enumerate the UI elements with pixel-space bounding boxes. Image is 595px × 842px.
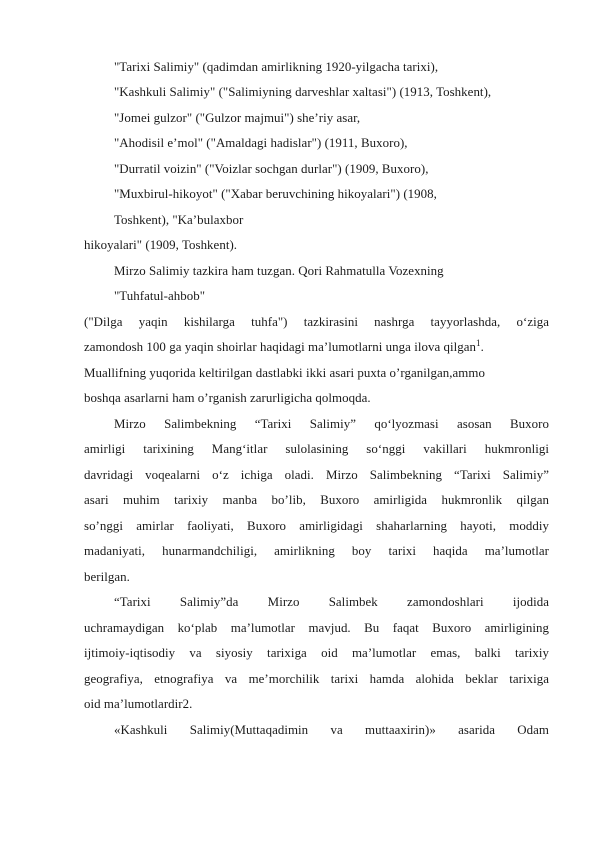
paragraph-line: Mirzo Salimbekning “Tarixi Salimiy” qo‘lyozmasi asosan Buxoro (114, 417, 549, 431)
text-line: "Tuhfatul-ahbob" (114, 289, 206, 303)
text-line: "Ahodisil e’mol" ("Amaldagi hadislar") (1911, Buxoro), (114, 136, 408, 150)
paragraph-line: ("Dilga yaqin kishilarga tuhfa") tazkirasini nashrga tayyorlashda, o‘ziga (84, 315, 549, 329)
paragraph-line: so’nggi amirlar faoliyati, Buxoro amirligidagi shaharlarning hayoti, moddiy (84, 519, 549, 533)
text-line: "Jomei gulzor" ("Gulzor majmui") she’riy asar, (114, 111, 361, 125)
text-line: "Muxbirul-hikoyot" ("Xabar beruvchining hikoyalari") (1908, (114, 187, 437, 201)
document-page (84, 0, 549, 842)
text-line: hikoyalari" (1909, Toshkent). (84, 238, 238, 252)
paragraph-line-with-footnote (84, 339, 549, 355)
text-line: Mirzo Salimiy tazkira ham tuzgan. Qori Rahmatulla Vozexning (114, 264, 444, 278)
paragraph-line: geografiya, etnografiya va me’morchilik tarixi hamda alohida beklar tarixiga (84, 672, 549, 686)
text-line: "Kashkuli Salimiy" ("Salimiyning darveshlar xaltasi") (1913, Toshkent), (114, 85, 492, 99)
paragraph-line: asari muhim tarixiy manba bo’lib, Buxoro amirligida hukmronlik qilgan (84, 493, 549, 507)
paragraph-line: amirligi tarixining Mang‘itlar sulolasining so‘nggi vakillari hukmronligi (84, 442, 549, 456)
paragraph-line: madaniyati, hunarmandchiligi, amirlikning boy tarixi haqida ma’lumotlar (84, 544, 549, 558)
paragraph-line: boshqa asarlarni ham o’rganish zarurligicha qolmoqda. (84, 391, 371, 405)
paragraph-line: davridagi voqealarni o‘z ichiga oladi. Mirzo Salimbekning “Tarixi Salimiy” (84, 468, 549, 482)
paragraph-line: “Tarixi Salimiy”da Mirzo Salimbek zamondoshlari ijodida (114, 595, 549, 609)
paragraph-line: Muallifning yuqorida keltirilgan dastlabki ikki asari puxta o’rganilgan,ammo (84, 366, 485, 380)
line-text: zamondosh 100 ga yaqin shoirlar haqidagi ma’lumotlarni unga ilova qilgan (84, 340, 477, 354)
paragraph-line: ijtimoiy-iqtisodiy va siyosiy tarixiga oid ma’lumotlar emas, balki tarixiy (84, 646, 549, 660)
paragraph-line: oid ma’lumotlardir2. (84, 697, 193, 711)
sentence-end: . (480, 340, 484, 354)
footnote-marker: 1 (476, 339, 481, 348)
paragraph-line: «Kashkuli Salimiy(Muttaqadimin va muttaaxirin)» asarida Odam (114, 723, 549, 737)
paragraph-line: uchramaydigan ko‘plab ma’lumotlar mavjud. Bu faqat Buxoro amirligining (84, 621, 549, 635)
text-line: "Durratil voizin" ("Voizlar sochgan durlar") (1909, Buxoro), (114, 162, 429, 176)
text-line: "Tarixi Salimiy" (qadimdan amirlikning 1920-yilgacha tarixi), (114, 60, 439, 74)
paragraph-line: berilgan. (84, 570, 130, 584)
text-line: Toshkent), "Ka’bulaxbor (114, 213, 244, 227)
